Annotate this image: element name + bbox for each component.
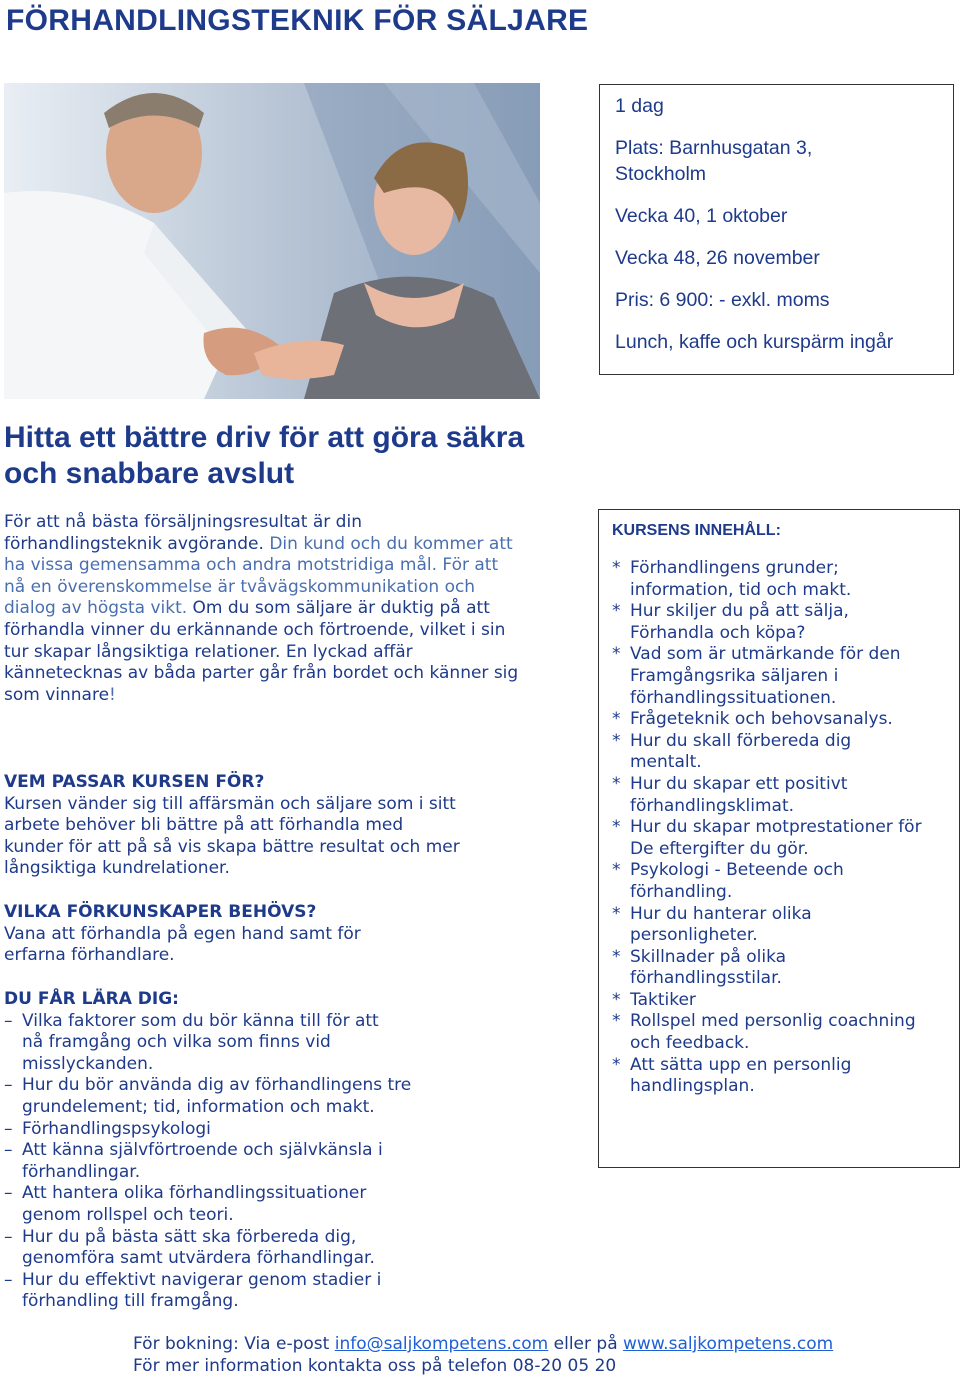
footer xyxy=(133,1334,933,1377)
prereq-heading: VILKA FÖRKUNSKAPER BEHÖVS? xyxy=(4,902,317,922)
learn-heading: DU FÅR LÄRA DIG: xyxy=(4,989,179,1009)
info-date-2: Vecka 48, 26 november xyxy=(615,247,820,269)
learn-item: – Vilka faktorer som du bör känna till för att nå framgång och vilka som finns vid misslyckanden. xyxy=(4,1011,382,1076)
info-price: Pris: 6 900: - exkl. moms xyxy=(615,289,830,311)
footer-booking-text: För bokning: Via e-post xyxy=(133,1334,335,1354)
contents-item: * Hur du skapar ett positivt förhandlingsklimat. xyxy=(612,774,890,817)
who-section xyxy=(4,772,464,880)
email-link[interactable]: info@saljkompetens.com xyxy=(334,1334,549,1354)
contents-item: * Hur du hanterar olika personligheter. xyxy=(612,904,860,947)
learn-item: – Att hantera olika förhandlingssituationer genom rollspel och teori. xyxy=(4,1183,412,1226)
learn-section xyxy=(4,989,444,1313)
learn-item: – Hur du effektivt navigerar genom stadier i förhandling till framgång. xyxy=(4,1270,422,1313)
contents-item: * Förhandlingens grunder; information, tid och makt. xyxy=(612,558,880,601)
contents-item: * Att sätta upp en personlig handlingsplan. xyxy=(612,1055,890,1098)
footer-phone-text: För mer information kontakta oss på telefon 08-20 05 20 xyxy=(133,1355,617,1376)
prereq-section xyxy=(4,902,404,967)
learn-list xyxy=(4,1011,444,1313)
intro-part-c: För att nå en överenskommelse är tvåvägskommunikation och dialog av högsta vikt. xyxy=(4,555,499,619)
headline-text: Hitta ett bättre driv för att göra säkra och snabbare avslut xyxy=(4,421,525,490)
handshake-photo xyxy=(4,83,540,399)
contents-item: * Frågeteknik och behovsanalys. xyxy=(612,709,949,731)
info-duration: 1 dag xyxy=(615,95,664,117)
prereq-text: Vana att förhandla på egen hand samt för erfarna förhandlare. xyxy=(4,923,361,966)
contents-item: * Hur du skall förbereda dig mentalt. xyxy=(612,731,880,774)
info-location: Plats: Barnhusgatan 3, Stockholm xyxy=(615,137,813,185)
contents-item: * Taktiker xyxy=(612,990,949,1012)
contents-item: * Hur du skapar motprestationer för De eftergifter du gör. xyxy=(612,817,950,860)
contents-heading: KURSENS INNEHÅLL: xyxy=(612,522,781,539)
learn-item: – Förhandlingspsykologi xyxy=(4,1119,444,1141)
intro-part-f: ! xyxy=(109,684,116,705)
learn-item: – Hur du bör använda dig av förhandlingens tre grundelement; tid, information och makt. xyxy=(4,1075,442,1118)
website-link[interactable]: www.saljkompetens.com xyxy=(623,1334,834,1354)
intro-text xyxy=(4,512,524,706)
who-heading: VEM PASSAR KURSEN FÖR? xyxy=(4,772,265,792)
learn-item: – Att känna självförtroende och självkänsla i förhandlingar. xyxy=(4,1140,422,1183)
contents-list xyxy=(612,558,949,1098)
page-title: FÖRHANDLINGSTEKNIK FÖR SÄLJARE xyxy=(6,4,589,37)
intro-part-a: För att nå bästa försäljningsresultat är din förhandlingsteknik avgörande. xyxy=(4,512,362,554)
contents-item: * Rollspel med personlig coachning och feedback. xyxy=(612,1011,950,1054)
handshake-illustration xyxy=(4,83,540,399)
intro-part-b: Din kund och du kommer att ha vissa gemensamma och andra motstridiga mål. xyxy=(4,533,513,576)
info-date-1: Vecka 40, 1 oktober xyxy=(615,205,788,227)
who-text: Kursen vänder sig till affärsmän och säljare som i sitt arbete behöver bli bättre på att förhandla med kunder för att på så vis skapa bättre resultat och mer långsiktiga kundrelationer. xyxy=(4,793,460,879)
course-contents-box xyxy=(598,509,960,1168)
contents-item: * Psykologi - Beteende och förhandling. xyxy=(612,860,880,903)
contents-item: * Skillnader på olika förhandlingsstilar. xyxy=(612,947,870,990)
contents-item: * Vad som är utmärkande för den Framgångsrika säljaren i förhandlingssituationen. xyxy=(612,644,940,709)
course-info-box xyxy=(599,84,954,375)
intro-part-e: En lyckad affär kännetecknas av båda parter går från bordet och känner sig som vinnare xyxy=(4,641,519,705)
intro-part-d: Om du som säljare är duktig på att förhandla vinner du erkännande och förtroende, vilket i sin tur skapar långsiktiga relationer. xyxy=(4,598,506,662)
contents-item: * Hur skiljer du på att sälja, Förhandla och köpa? xyxy=(612,601,880,644)
info-included: Lunch, kaffe och kurspärm ingår xyxy=(615,331,894,353)
headline xyxy=(4,420,564,492)
learn-item: – Hur du på bästa sätt ska förbereda dig, genomföra samt utvärdera förhandlingar. xyxy=(4,1227,422,1270)
footer-or-text: eller på xyxy=(548,1334,624,1354)
